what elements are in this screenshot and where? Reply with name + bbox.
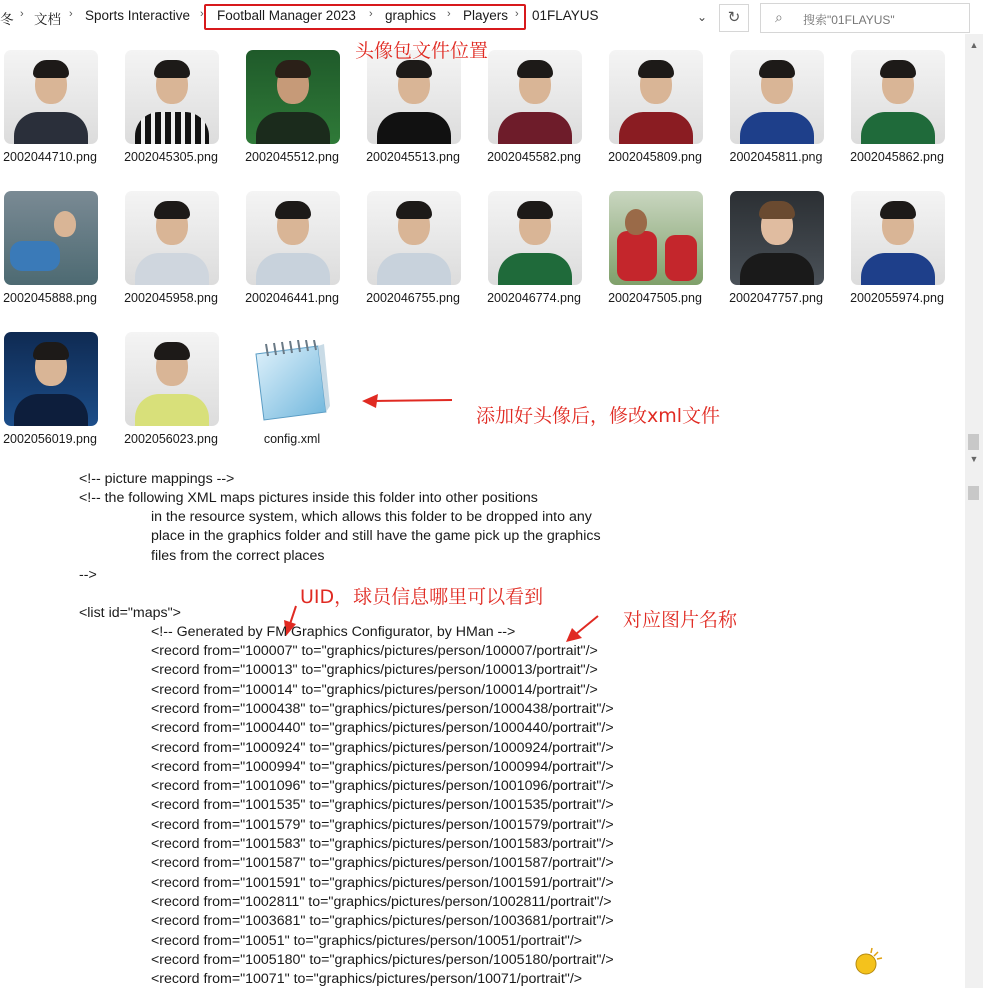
xml-comment-line: place in the graphics folder and still have the game pick up the graphics [151, 528, 601, 544]
scroll-down-icon[interactable]: ▼ [969, 454, 979, 464]
xml-record-line: <record from="1000440" to="graphics/pictures/person/1000440/portrait"/> [151, 720, 614, 737]
arrow-line [374, 400, 452, 401]
arrow-head [362, 394, 378, 408]
xml-record-line: <record from="1000438" to="graphics/pictures/person/1000438/portrait"/> [151, 700, 614, 717]
xml-record-line: <record from="1000994" to="graphics/pictures/person/1000994/portrait"/> [151, 758, 614, 775]
xml-record-line: <record from="100013" to="graphics/pictures/person/100013/portrait"/> [151, 662, 598, 679]
breadcrumb-item-sports-interactive[interactable]: Sports Interactive [85, 8, 191, 23]
chevron-right-icon[interactable]: › [69, 8, 73, 20]
file-name: 2002045582.png [487, 150, 581, 164]
xml-comment-line: --> [79, 567, 97, 583]
annotation-uid-note: UID，球员信息哪里可以看到 [300, 586, 544, 608]
breadcrumb-item-root[interactable]: 冬 [0, 12, 14, 27]
breadcrumb-item-football-manager[interactable]: Football Manager 2023 [217, 8, 356, 23]
search-placeholder: 搜索"01FLAYUS" [803, 13, 895, 27]
breadcrumb-item-current-folder[interactable]: 01FLAYUS [532, 8, 599, 23]
annotation-folder-location: 头像包文件位置 [355, 40, 489, 62]
xml-generated-comment: <!-- Generated by FM Graphics Configurator, by HMan --> [151, 624, 516, 640]
file-name: 2002046441.png [245, 291, 339, 305]
file-name: config.xml [263, 432, 321, 446]
xml-list-open: <list id="maps"> [79, 605, 181, 621]
file-name: 2002047505.png [608, 291, 702, 305]
chevron-right-icon[interactable]: › [515, 8, 519, 20]
arrow-line [576, 616, 598, 634]
xml-record-line: <record from="1002811" to="graphics/pictures/person/1002811/portrait"/> [151, 893, 612, 910]
annotation-modify-xml: 添加好头像后，修改xml文件 [476, 405, 721, 427]
chevron-right-icon[interactable]: › [200, 8, 204, 20]
arrow-line [290, 606, 296, 624]
refresh-icon: ↻ [727, 9, 741, 26]
file-name: 2002056023.png [124, 432, 218, 446]
file-name: 2002056019.png [3, 432, 97, 446]
file-name: 2002046774.png [487, 291, 581, 305]
file-name: 2002046755.png [366, 291, 460, 305]
xml-record-line: <record from="1003681" to="graphics/pictures/person/1003681/portrait"/> [151, 913, 614, 930]
breadcrumb-item-players[interactable]: Players [463, 8, 509, 23]
chevron-right-icon[interactable]: › [447, 8, 451, 20]
file-name: 2002047757.png [729, 291, 823, 305]
search-icon: ⌕ [775, 9, 783, 25]
xml-record-line: <record from="1001583" to="graphics/pictures/person/1001583/portrait"/> [151, 836, 614, 852]
xml-record-line: <record from="1000924" to="graphics/pictures/person/1000924/portrait"/> [151, 739, 614, 756]
xml-record-line: <record from="1001579" to="graphics/pictures/person/1001579/portrait"/> [151, 816, 614, 833]
annotation-image-name-note: 对应图片名称 [623, 609, 738, 631]
xml-record-line: <record from="10051" to="graphics/pictures/person/10051/portrait"/> [151, 932, 583, 949]
file-name: 2002045811.png [729, 150, 823, 164]
xml-record-line: <record from="10071" to="graphics/pictures/person/10071/portrait"/> [151, 971, 583, 988]
xml-comment-line: <!-- picture mappings --> [79, 471, 235, 487]
chevron-right-icon[interactable]: › [20, 8, 24, 20]
xml-comment-line: in the resource system, which allows this folder to be dropped into any [151, 509, 592, 525]
file-name: 2002045958.png [124, 291, 218, 305]
file-name: 2002045888.png [3, 291, 97, 305]
xml-record-line: <record from="100007" to="graphics/pictures/person/100007/portrait"/> [151, 643, 598, 659]
breadcrumb-item-documents[interactable]: 文档 [34, 12, 61, 27]
file-name: 2002045513.png [366, 150, 460, 164]
chevron-right-icon[interactable]: › [369, 8, 373, 20]
file-name: 2002055974.png [850, 291, 944, 305]
scroll-up-icon[interactable]: ▲ [969, 40, 979, 50]
file-name: 2002044710.png [3, 150, 97, 164]
file-name: 2002045512.png [245, 150, 339, 164]
file-name: 2002045862.png [850, 150, 944, 164]
xml-record-line: <record from="100014" to="graphics/pictures/person/100014/portrait"/> [151, 681, 598, 698]
xml-record-line: <record from="1001096" to="graphics/pictures/person/1001096/portrait"/> [151, 778, 614, 795]
xml-record-line: <record from="1005180" to="graphics/pictures/person/1005180/portrait"/> [151, 951, 614, 968]
breadcrumb-item-graphics[interactable]: graphics [385, 8, 437, 23]
watermark-logo [850, 946, 888, 976]
xml-record-line: <record from="1001587" to="graphics/pictures/person/1001587/portrait"/> [151, 855, 614, 872]
xml-comment-line: files from the correct places [151, 548, 325, 564]
chevron-down-icon[interactable]: ⌄ [696, 10, 708, 24]
file-name: 2002045809.png [608, 150, 702, 164]
xml-record-line: <record from="1001591" to="graphics/pictures/person/1001591/portrait"/> [151, 874, 614, 891]
xml-comment-line: <!-- the following XML maps pictures inside this folder into other positions [79, 490, 538, 506]
xml-record-line: <record from="1001535" to="graphics/pictures/person/1001535/portrait"/> [151, 797, 614, 814]
file-name: 2002045305.png [124, 150, 218, 164]
